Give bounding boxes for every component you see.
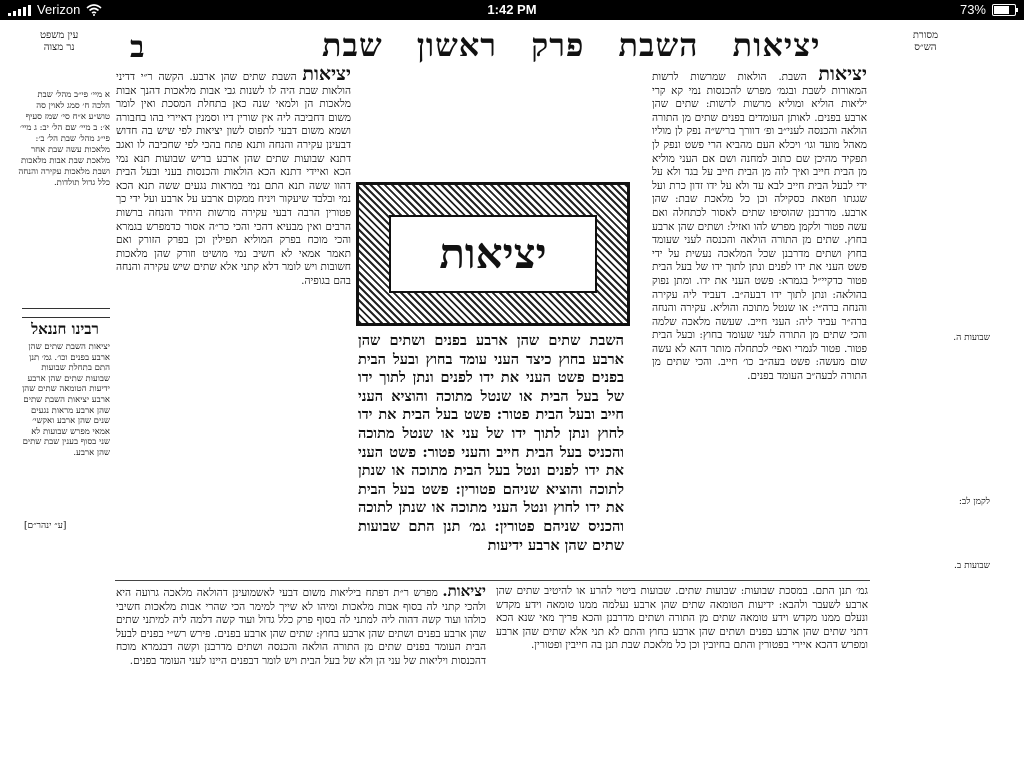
heading-word: השבת [618,26,699,64]
ein-mishpat-text: א מיי׳ פי״ב מהל׳ שבת הלכה ח׳ סמג לאוין סה טוש״ע א״ח סי׳ שמז סעיף א׳: ב מיי׳ שם הל׳ יב: ג מיי׳ פי״ג מהל׳ שבת הל׳ ב׳: מלאכות עשה שבת אחר מלאכת שבת אבות מלאכות ושבת מלאכות עקירה והנחה כלל גדול תולדות. [18,90,110,188]
heading-word: שבת [322,26,383,64]
rashi-text: השבת. הולאות שמרשות לרשות המאורות לשבת ובגמ׳ מפרש להכנסות נמי קא קרי יליאות הוליא ומוליא מרשות לרשות: שתים שהן ארבע בפנים. לאותן העומדים בפנים שתים מן התורה הולאה והכנסה לעני״ב ופ׳ דוורך בריש״ה נפק לן מוליו מאהל מועד וגו׳ ויכלא העם מהביא הרי פשט ונפק לן תפקיד מהיכן שם כתוב למחנה ושם אם העני מוליא מן הבית חייב ואיך לוה מן הבית חייב על בגד ולא על ידי לבעל הבית חייב לבא עד ולא על ידו זדון כרת ועל שגגתו חטאת כסקילה וכן כל מלאכת שבת: שהן ארבע. מדרבנן שהוסיפו שתים לאסור לכתחלה ואם עשה פטור ולקמן מפרש להו ואזיל: ושתים שהן ארבע בחוץ. שתים מן התורה הולאה והכנסה לעני שעומד בחוץ ושתים מדרבנן שכל המלאכה נעשית על ידי פשט העני את ידו לפנים ונתן לתוך ידו של בעל הבית פטור כדקיי״ל בגמרא: פשט העני את ידו. ומתן נפוק בהולאה: ונתן לתוך ידו דבעה״ב. דעביד ליה עקירה והנחה ברה״י: או שנטל מתוכה והוליא. עקירה והנחה ברה״ר עביד ליה: העני חייב. שעשה מלאכה שלמה והכי שתים מן התורה לעני שעומד בחוץ: ובעל הבית פטור. פטור לגמרי ואפי׳ לכתחלה מותר דהא לא עשה שום מעשה: פשט בעה״ב כו׳ חייב. והכי שתים מן התורה לבעה״ב העומד בפנים. [652,71,867,383]
talmud-page[interactable] [0,20,1024,768]
rabbenu-chananel-title: רבינו חננאל [31,320,99,338]
tosafot-continued-lead: יציאות. [442,585,486,600]
tosafot-text: השבת שתים שהן ארבע. הקשה ר״י דדיני הולאות שבת היה לו לשנות גבי אבות מלאכות דהנך אבות מלאכות הן ולמאי שנה כאן בתחלת המסכת ואין לומר משום דחביבה ליה אין שורין דיו וסמנין דאיירי בהו בחבורה ושמא משום דבעי לתפוס לשון יציאות לפי שיש בה חדוש דבעינן עקירה והנחה ותנא פתח בהכי לפי שחביבה לו ואגב דתנא שבועות שתים שהן ארבע בריש שבועות תנא נמי הכא ואיידי דתנא הכא הולאות והכנסות בעני ובעל הבית דהוו ששה תנא התם נמי במראות נגעים ששה תנא הכא נמי ובלבד שיעקור ויניח ממקום ארבע על ארבע ועל ידי כך פטורין הרבה דבעי עקירה מרשות היחיד והנחה ברשות הרבים ואין מבעיא דהכי והכי כר״ה אסור כדמפרש בגמרא והכי מוכח בפרק המוליא תפילין וכן בפרק הזורק ואם תאמר אמאי לא חשיב נמי מושיט וזורק שהן מלאכות חשובות ויש לומר דלא קתני אלא שתים שיש עקירה והנחה בהם בגופיה. [116,71,351,287]
tosafot-continued-text: מפרש ר״ת דפתח ביליאות משום דבעי לאשמועינן דהולאה מלאכה גרועה היא ולהכי קתני לה בסוף אבות מלאכות ומיהו לא שייך למימר הכי שהרי אבות מלאכות חשיבי כולהו ועוד קשה דהוה ליה למתני לה בסוף פרק כלל גדול ועוד קשה דלמה ליה למיתני שתים שהן ארבע בפנים ושתים שהן ארבע בחוץ: שתים שהן ארבע בפנים. פירש רש״י בפנים לבעל הבית העומד בפנים שתים מן התורה הולאה והכנסה ושתים מדרבנן וקשה דבגמרא מוכח דהכנסות ויליאות של עני הן ולא של בעל הבית ויש לומר דבפנים היינו לעני העומד בפנים. [116,587,486,667]
tosafot-note: [ע״ ינהר״ם] [24,521,67,531]
masoret-note: שבועות ה. [953,333,990,343]
battery-percent: 73% [959,2,986,17]
tosafot-continued [116,585,486,768]
masoret-heading: מסורת הש״ס [912,30,938,53]
heading-word: יציאות [732,26,821,64]
ein-mishpat-heading: עין משפט נר מצוה [40,30,79,53]
opening-word-frame [356,182,630,326]
masoret-note: לקמן לב: [958,497,990,507]
chapter-heading [300,26,820,64]
status-right [960,0,1016,20]
masoret-note: שבועות ב. [954,561,990,571]
section-divider [115,580,870,581]
rashi-lead-word: יציאות [818,68,867,85]
carrier-label: Verizon [37,2,81,17]
opening-word: יציאות [439,229,547,278]
battery-icon [992,4,1016,16]
battery-fill [994,6,1009,14]
rabbenu-chananel-text: יציאות השבת שתים שהן ארבע בפנים וכו׳. גמ׳ תנן התם בתחלת שבועות שבועות שתים שהן ארבע ידיעות הטומאה שתים שהן ארבע יציאות השבת שתים שהן ארבע מראות נגעים שנים שהן ארבע ואקשי׳ אמאי מפרש שבועות לא שני בסוף בענין שבת שתים שהן ארבע. [22,342,110,458]
status-bar [0,0,1024,20]
rashi-continued-text: גמ׳ תנן התם. במסכת שבועות: שבועות שתים. שבועות ביטוי להרע או להיטיב שתים שהן ארבע לשעבר ולהבא: ידיעות הטומאה שתים שהן ארבע נעלמה ממנו טומאה וידע מקדש ונעלם ממנו מקדש וידע טומאה שתים מן התורה ושתים מדרבנן והכא פריך מאי שנא הכא דתני שתים שהן ארבע בפנים ושתים שהן ארבע בחוץ והתם לא תני אלא שתים שהן ארבע ומפרש דהכא איירי בפטורין והתם בחיובין וכן כל מלאכת שבת תנן בה חייבין ופטורין. [496,585,868,652]
heading-word: פרק [531,26,585,64]
mishnah-text: השבת שתים שהן ארבע בפנים ושתים שהן ארבע בחוץ כיצד העני עומד בחוץ ובעל הבית בפנים פשט העני את ידו לפנים ונתן לתוך ידו של בעל הבית או שנטל מתוכה והוציא העני חייב ובעל הבית פטור: פשט בעל הבית את ידו לחוץ ונתן לתוך ידו של עני או שנטל מתוכה והכניס בעל הבית חייב והעני פטור: פשט העני את ידו לפנים ונטל בעל הבית מתוכה או שנתן לתוכה והוציא שניהם פטורין: פשט בעל הבית את ידו לחוץ ונטל העני מתוכה או שנתן לתוכה והכניס שניהם פטורין: גמ׳ תנן התם שבועות שתים שהן ארבע ידיעות [358,332,624,554]
heading-word: ראשון [416,26,497,64]
ornament-divider [22,308,110,318]
page-header [0,24,1024,74]
frame-inner [389,215,597,293]
status-time: 1:42 PM [487,2,537,17]
rashi-continued [496,585,868,768]
daf-number: ב [130,30,145,65]
tosafot-lead-word: יציאות [302,68,351,85]
